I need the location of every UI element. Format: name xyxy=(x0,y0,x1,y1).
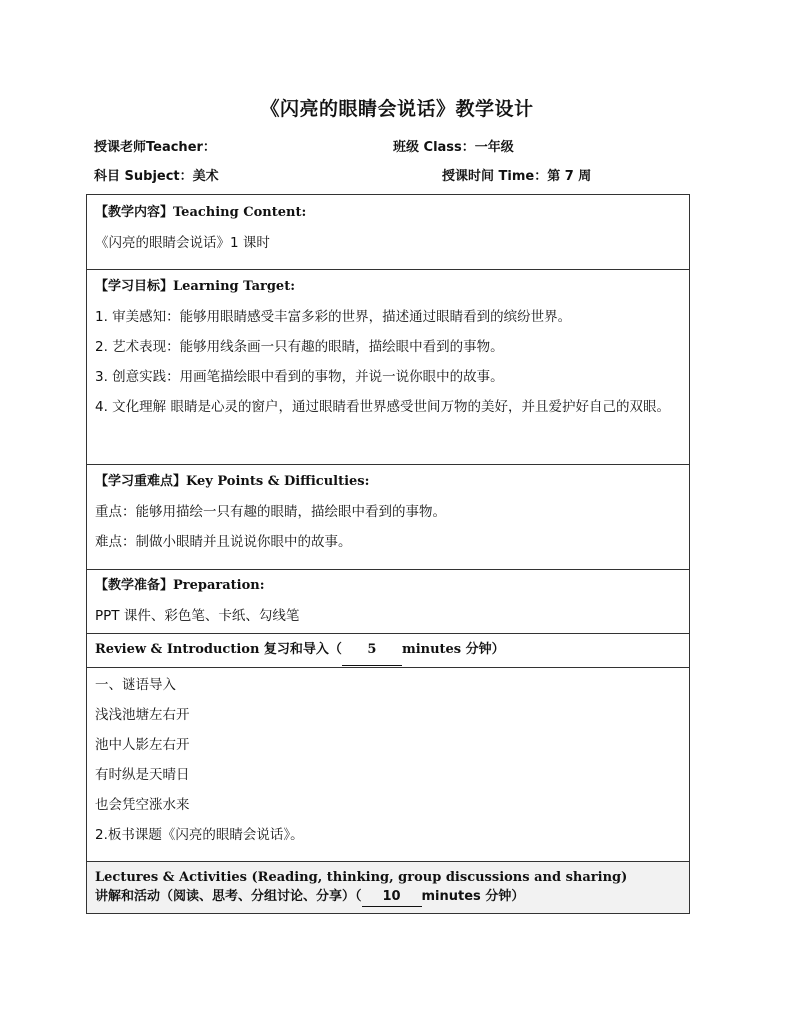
review-item-2: 浅浅池塘左右开 xyxy=(95,707,190,723)
key-point-item: 重点：能够用描绘一只有趣的眼睛，描绘眼中看到的事物。 xyxy=(95,504,446,520)
time-label: 授课时间 Time：第 7 周 xyxy=(442,169,592,184)
review-item-1: 一、谜语导入 xyxy=(95,677,176,693)
subject-label: 科目 Subject：美术 xyxy=(94,169,219,184)
review-minutes-blank: 5 xyxy=(342,635,402,666)
preparation-heading: 【教学准备】Preparation: xyxy=(95,578,265,593)
review-item-6: 2.板书课题《闪亮的眼睛会说话》。 xyxy=(95,827,304,843)
class-label: 班级 Class：一年级 xyxy=(393,140,514,155)
review-content-section xyxy=(87,668,689,862)
learning-target-section xyxy=(87,270,689,465)
lectures-minutes-blank: 10 xyxy=(362,887,422,907)
review-heading-section xyxy=(87,634,689,668)
difficulty-item: 难点：制做小眼睛并且说说你眼中的故事。 xyxy=(95,534,352,550)
page-title: 《闪亮的眼睛会说话》教学设计 xyxy=(260,98,534,120)
teaching-content-section xyxy=(87,195,689,270)
review-heading: Review & Introduction 复习和导入（ 5 minutes 分钟） xyxy=(95,635,681,665)
lectures-section xyxy=(87,862,689,913)
review-item-5: 也会凭空涨水来 xyxy=(95,797,190,813)
teacher-label: 授课老师Teacher： xyxy=(94,140,216,155)
preparation-line: PPT 课件、彩色笔、卡纸、勾线笔 xyxy=(95,608,300,624)
lectures-heading-cn: 讲解和活动（阅读、思考、分组讨论、分享）（ 10 minutes 分钟） xyxy=(95,887,681,907)
learning-target-item-4: 4. 文化理解 眼睛是心灵的窗户，通过眼睛看世界感受世间万物的美好，并且爱护好自己的双眼。 xyxy=(95,399,670,415)
teaching-content-heading: 【教学内容】Teaching Content: xyxy=(95,205,307,220)
lesson-plan-table xyxy=(86,194,690,914)
review-item-3: 池中人影左右开 xyxy=(95,737,190,753)
learning-target-item-3: 3. 创意实践：用画笔描绘眼中看到的事物，并说一说你眼中的故事。 xyxy=(95,369,504,385)
preparation-section xyxy=(87,570,689,634)
learning-target-heading: 【学习目标】Learning Target: xyxy=(95,279,296,294)
learning-target-item-2: 2. 艺术表现：能够用线条画一只有趣的眼睛，描绘眼中看到的事物。 xyxy=(95,339,504,355)
review-item-4: 有时纵是天晴日 xyxy=(95,767,190,783)
lectures-heading-en: Lectures & Activities (Reading, thinking, group discussions and sharing) xyxy=(95,870,628,885)
key-points-section xyxy=(87,465,689,570)
teaching-content-line: 《闪亮的眼睛会说话》1 课时 xyxy=(95,235,270,251)
key-points-heading: 【学习重难点】Key Points & Difficulties: xyxy=(95,474,370,489)
learning-target-item-1: 1. 审美感知：能够用眼睛感受丰富多彩的世界，描述通过眼睛看到的缤纷世界。 xyxy=(95,309,572,325)
